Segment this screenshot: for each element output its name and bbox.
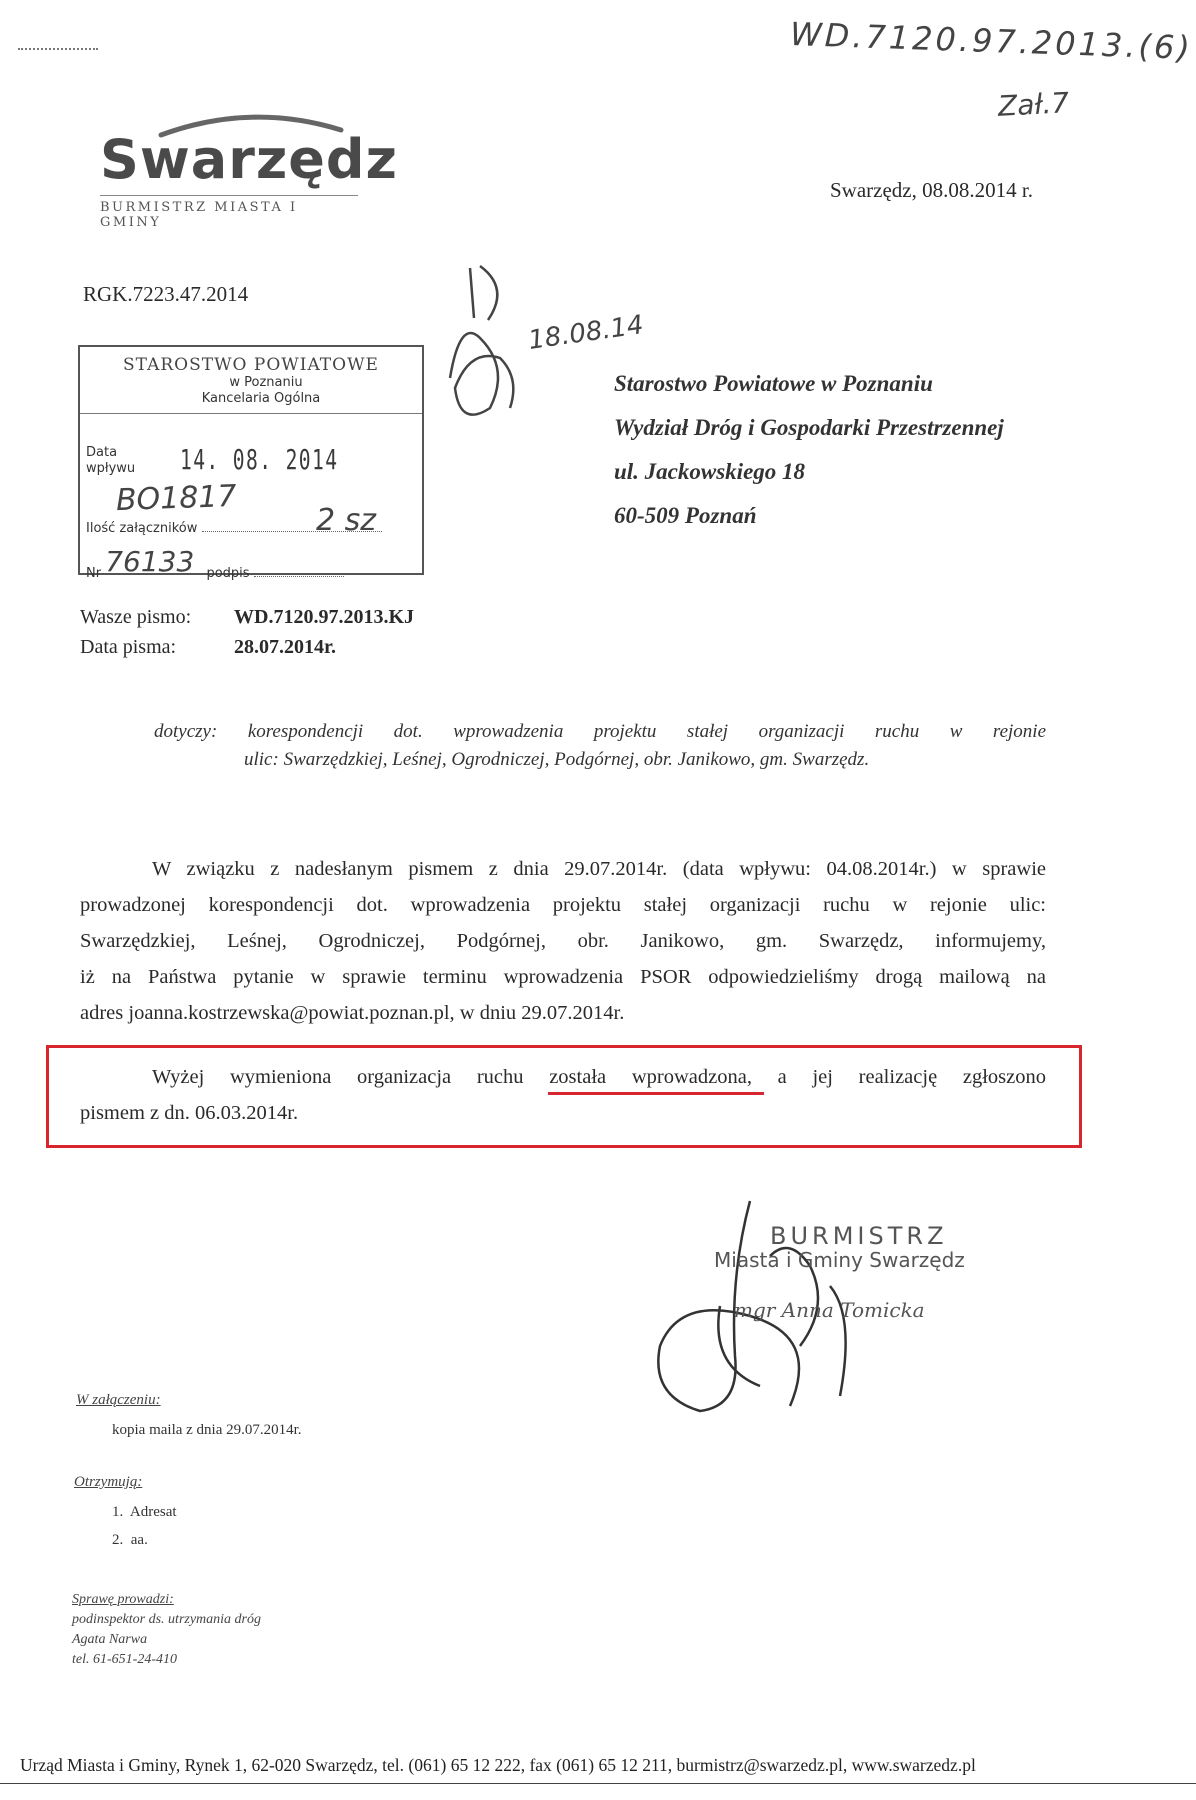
letter-reference: RGK.7223.47.2014 [83, 282, 249, 306]
receipt-stamp [78, 345, 424, 581]
stamp-attachments-label: Ilość załączników [86, 521, 416, 536]
your-letter-label: Wasze pismo: [80, 606, 192, 628]
signature-name: mgr Anna Tomicka [734, 1298, 925, 1322]
stamp-title: STAROSTWO POWIATOWE [123, 355, 379, 375]
recipient-line-3: ul. Jackowskiego 18 [614, 459, 806, 484]
subject [154, 718, 1046, 774]
reference-block [80, 603, 414, 663]
body-line: prowadzonej korespondencji dot. wprowadzenia projektu stałej organizacji ruchu w rejonie ulic: [80, 894, 1046, 916]
recipient-address [614, 362, 1004, 538]
signature-office: Miasta i Gminy Swarzędz [714, 1248, 965, 1272]
recipients-label: Otrzymują: [74, 1474, 143, 1490]
your-letter-value: WD.7120.97.2013.KJ [234, 606, 414, 628]
footer-rule [0, 1783, 1196, 1784]
logo-subtitle: BURMISTRZ MIASTA I GMINY [100, 195, 358, 230]
body-line: W związku z nadesłanym pismem z dnia 29.07.2014r. (data wpływu: 04.08.2014r.) w sprawie [152, 858, 1046, 880]
subject-label: dotyczy: [154, 721, 218, 742]
handled-by [72, 1590, 261, 1670]
subject-line-2: ulic: Swarzędzkiej, Leśnej, Ogrodniczej, Podgórnej, obr. Janikowo, gm. Swarzędz. [244, 749, 870, 770]
stamp-date-value: 14. 08. 2014 [180, 443, 339, 476]
body-line: Swarzędzkiej, Leśnej, Ogrodniczej, Podgórnej, obr. Janikowo, gm. Swarzędz, informujemy, [80, 930, 1046, 952]
body-line: iż na Państwa pytanie w sprawie terminu wprowadzenia PSOR odpowiedzieliśmy drogą mailową na [80, 966, 1046, 988]
stamp-city: w Poznaniu [229, 375, 303, 390]
logo-wordmark: Swarzędz [100, 128, 398, 191]
highlight-underline [548, 1092, 764, 1095]
body-paragraph-2 [80, 1059, 1046, 1131]
footer-contact: Urząd Miasta i Gminy, Rynek 1, 62-020 Swarzędz, tel. (061) 65 12 222, fax (061) 65 12 211, burmistrz@swarzedz.pl, www.swarzedz.pl [20, 1755, 976, 1775]
body-line: adres joanna.kostrzewska@powiat.poznan.pl, w dniu 29.07.2014r. [80, 1002, 625, 1024]
stamp-nr-value: 76133 [105, 545, 195, 578]
handled-by-position: podinspektor ds. utrzymania dróg [72, 1612, 261, 1627]
logo [100, 118, 398, 230]
recipient-line-1: Starostwo Powiatowe w Poznaniu [614, 371, 933, 396]
recipient-line-2: Wydział Dróg i Gospodarki Przestrzennej [614, 415, 1004, 440]
scan-mark [18, 48, 98, 54]
stamp-handwritten-number: BO1817 [115, 478, 238, 519]
handwritten-attachment-number: Zał.7 [997, 86, 1070, 123]
recipient-item: 2. aa. [112, 1532, 148, 1548]
handwritten-case-number: WD.7120.97.2013.(6) [789, 14, 1194, 68]
recipients-list [112, 1498, 177, 1554]
attachments-label: W załączeniu: [76, 1392, 161, 1408]
letter-date-value: 28.07.2014r. [234, 636, 337, 658]
signature-stamp [714, 1222, 994, 1322]
handled-by-name: Agata Narwa [72, 1632, 148, 1647]
stamp-initials: 2 sz [316, 503, 376, 538]
stamp-nr-row: Nr 76133 podpis [86, 551, 416, 584]
body-paragraph-1 [80, 851, 1046, 1031]
recipient-line-4: 60-509 Poznań [614, 503, 757, 528]
body-line: Wyżej wymieniona organizacja ruchu została wprowadzona, a jej realizację zgłoszono [152, 1066, 1046, 1088]
attachments-item: kopia maila z dnia 29.07.2014r. [112, 1422, 302, 1438]
handled-by-phone: tel. 61-651-24-410 [72, 1652, 177, 1667]
signature-title: BURMISTRZ [770, 1222, 948, 1250]
handwritten-initials-graphic [440, 258, 530, 428]
recipient-item: 1. Adresat [112, 1504, 177, 1520]
subject-line-1: korespondencji dot. wprowadzenia projektu stałej organizacji ruchu w rejonie [247, 721, 1046, 742]
stamp-date-label: Data wpływu [86, 445, 136, 476]
stamp-office: Kancelaria Ogólna [201, 391, 321, 406]
letter-date-label: Data pisma: [80, 636, 177, 658]
handled-by-label: Sprawę prowadzi: [72, 1592, 174, 1607]
body-line: pismem z dn. 06.03.2014r. [80, 1102, 299, 1124]
handwritten-date-note: 18.08.14 [526, 310, 646, 356]
place-date: Swarzędz, 08.08.2014 r. [830, 178, 1033, 202]
